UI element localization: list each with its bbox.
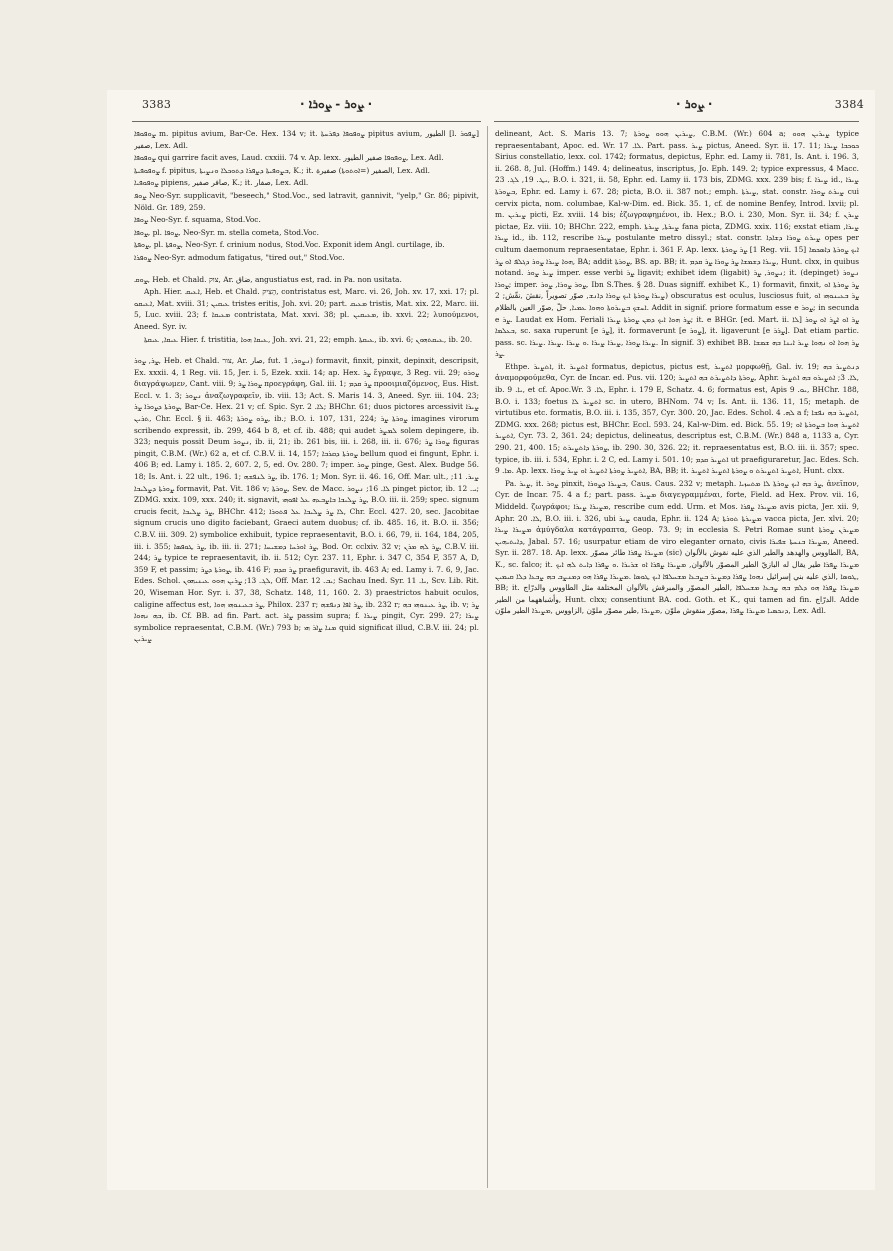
left-page-number: 3383 [142, 98, 172, 111]
entry: ܨܘܦܬܐ, pl. ܨܘܦܬܐ, Neo-Syr. f. crinium nodus, Stod.Voc. Exponit idem Angl. curtilage, ib. [134, 240, 445, 250]
header-rule-right [494, 121, 859, 122]
entry-gap [134, 264, 479, 274]
right-running-headword: · ܨܘܪ · [676, 97, 713, 111]
entry: ܥܝܩܐ, ܥܝܩܬܐ Hier. f. tristitia, ܥܝܩܐ ܗܘܐ, Joh. xvi. 21, 22; emph. ܥܝܩܬܐ, ib. xvi. 6; ܥܝܩܬܗܘܢ, ib. 20. [144, 334, 473, 344]
entry: ܨܘܦܪܐ Neo-Syr. admodum fatigatus, "tired out," Stod.Voc. [134, 252, 345, 262]
running-header [118, 98, 870, 114]
entry: Aph. Hier. ܐܥܝܩ, Heb. et Chald. הֵצִיק, contristatus est, Marc. vi. 26, Joh. xv. 17, xxi. 17; pl. ܐܥܝܩܘ, Mat. xviii. 31; ܥܝܩܝܢ tristes eritis, Joh. xvi. 20; part. ܡܥܝܩ tristis, Mat. xix. 22, Marc. iii. 5, Luc. xviii. 23; f. ܡܥܝܩܐ contristata, Mat. xxvi. 38; pl. ܡܥܝܩܝܢ, ib. xxvi. 22; λυπούμενοι, Aneed. Syr. iv. [134, 287, 479, 331]
entry: ܨܘܩ, Heb. et Chald. צוק, Ar. ضاق, angustiatus est, rad. in Pa. non usitata. [134, 274, 402, 284]
entry: ܨܘܦܐ Neo-Syr. f. squama, Stod.Voc. [134, 215, 261, 225]
left-running-headword: · ܨܘܪ - ܨܘܪܐ · [300, 97, 373, 111]
entry: Ethpe. ܐܬܨܝܪ, it. ܐܬܨܝܪ formatus, depictus, pictus est, ܐܬܨܝܪ μορφωθῇ, Gal. iv. 19; ܕܢܬܨܝܪ ܒܗ ἀναμορφούμεθα, Cyr. de Incar. ed. Pus. vii. 120; ܨܘܪܬܐ ܕܐܬܨܝܪܬ ܒܗ ܐܬܨܝܪ, Aphr. ܠܐ. 3; ܐܬܨܝܪܘ ܒܗ ܐܬܨܝܪ, ib. ܝܐ. 9, et cf. Apoc.Wr. ܠܐ. 3, Ephr. i. 179 E, Schatz. 4. 6; formatus est, Apis ܝܘ. 9, BHChr. 188, B.O. i. 133; foetus ܐܬܨܝܪ ܠܐ sc. in utero, BHNom. 74 v; Is. Ant. ii. 136. 11, 15; metaph. de virtutibus etc. formatis, B.O. iii. i. 135, 357, Cyr. 300. 20, Jac. Edes. Schol. ܠܗ. 4 a f; ܐܬܨܝܪ ܒܗ ܢܦܫܐ, ZDMG. xxx. 268; pictus est, BHChr. Eccl. 593. 24, Kal-w-Dim. ed. Bick. 55. 19; ܐܬܨܝܪ ܗܘܐ ܒܨܘܪܬܐ ܐܘ ܐܬܨܝܪ, Cyr. 73. 2, 361. 24; depictus, delineatus, descriptus est, C.B.M. (Wr.) 848 a, 1133 a, Cyr. 290. 21, 400. 15; ܨܘܪܬܐ ܕܐܬܨܝܪܬ, ib. 290. 30, 326. 22; it. repraesentatus est, B.O. iii. ii. 357; spec. typice, ib. iii. i. 534, Ephr. i. 2 C, ed. Lamy i. 501. 10; ܐܬܨܝܪ ܩܕܡ ut praefiguraretur, Jac. Edes. Sch. ܡܐ. 9. Ap. lexx. ܐܬܨܝܪ ܨܘܪܬܐ ܐܬܨܝܪ ܐܘ ܨܝܪ ܨܘܪܐ, BA, BB; it. ܐܬܨܝܪ ܐܬܨܝܪܬ ܘ ܨܘܪܬܐ ܐܬܨܝܪ ܐܬܨܝܪ, Hunt. clxx. [495, 361, 859, 476]
entry: ܨܘܦܘܦܐ m. pipitus avium, Bar-Ce. Hex. 134 v; it. ܨܘܦܘܦܐ ܕܦܪܚܬܐ pipitus avium, الطيور [l. ܨܦܘܪ] صفير, Lex. Adl. [134, 129, 479, 150]
header-rule-left [132, 121, 481, 122]
entry: ܨܘܦܘܦܝܐ pipiens, صافر صفير, K.; it. صفار, Lex. Adl. [134, 178, 309, 188]
entry: ܨܪ, ܨܘܪ, Heb. et Chald. צור, Ar. صار, fut. ܢܨܘܪ, 1) formavit, finxit, pinxit, depinxit, descripsit, Ex. xxxii. 4, 1 Reg. vii. 15, Jer. i. 5, Ezek. xxii. 14; ap. Hex. ܨܪ ἔγραψε, 3 Reg. vii. 29; ܨܘܪܘ διαγράψωμεν, Cant. viii. 9; ܨܘܪܐ ܨܪ προεγράφη, Gal. iii. 1; ܨܪ ܩܕܡ προοιμιαζόμενος, Eus. Hist. Eccl. v. 1. 3; ܢܨܘܪ ἀναζωγραφεῖν, ib. viii. 13; Act. S. Maris 14. 3, Aneed. Syr. iii. 104. 23; ܨܘܪܬܐ ܕܨܘܪܐ ܨܪ, Bar-Ce. Hex. 21 v; cf. Spic. Syr. ܠܐ. 2; BHChr. 61; duos pictores arcessivit ܨܝܪܐ ܬܪܝܢ, Chr. Eccl. § ii. 463; ܨܪܘ ܨܘܪܬܐ, ib.; B.O. i. 107, 131, 224; ܨܘܪܬܐ ܨܪ imagines virorum scribendo expressit, ib. 299, 464 b 8, et cf. ib. 488; qui audet ܠܡܨܪ solem depingere, ib. 323; nequis possit Deum ܢܨܘܪ, ib. ii, 21; ib. 261 bis, iii. i. 268, iii. ii. 676; ܨܘܪܐ ܨܪ figuras pingit, C.B.M. (Wr.) 62 a, et cf. C.B.V. ii. 14, 157; ܨܘܪܬܐ ܕܩܪܒܐ bellum quod ei fingunt, Ephr. i. 406 B; ed. Lamy i. 185. 2, 607. 2, 5, ed. Ov. 280. 7; imper. ܨܘܪ pinge, Gest. Alex. Budge 56. 18; Is. Ant. i. 22 ult., 196. 1; ܨܪ ܠܢܦܫܗ, ib. 176. 1; Mon. Syr. ii. 46. 16, Off. Mar. ult., ܨܝܪ. 11; ܨܘܪܬܐ ܕܨܠܝܒܐ formavit, Pat. Vit. 186 v; ܨܘܪܬܐ, Sev. de Macc. ܠܐ. 16; ܢܨܘܪ pinget pictor, ib. ܝ. 12; ZDMG. xxix. 109, xxx. 240; it. signavit, ܨܪ ܨܠܝܒܐ ܒܐܨܒܥܗ ܥܠ ܐܦܘܗܝ, B.O. iii. ii. 259; spec. signum crucis fecit, ܨܪ ܨܠܝܒܐ, BHChr. 412; ܠܐ ܨܪ ܨܠܝܒܐ ܥܠ ܦܬܘܪܐ, Chr. Eccl. 427. 20, sec. Jacobitae signum crucis uno digito faciebant, Graeci autem duobus; cf. ib. 485. 16, it. B.O. ii. 356; C.B.V. iii. 309. 2) symbolice exhibuit, typice repraesentavit, B.O. i. 66, 79, ii. 164, 184, 205, iii. i. 355; ܨܪ ܛܘܦܣܐ, ib. iii. ii. 271; ܨܪ ܐܘܪܚܐ ܕܡܫܝܚܐ, Bod. Or. cclxiv. 32 v; ܨܪ ܠܗ ܡܪܢ, C.B.V. iii. 244; ܨܪ typice te repraesentavit, ib. ii. 512; Cyr. 237. 11, Ephr. i. 347 C, 354 F, 357 A, D, 359 F, et passim; ܨܘܪܬܐ ܕܨܪ, ib. 416 F; ܨܪ ܩܕܡ praefiguravit, ib. 463 A; ed. Lamy i. 7. 6, 9, Jac. Edes. Schol. ܠܓ. 13; ܨܪܝܢ ܗܘܘ ܥܝܢܝܗܘܢ, Off. Mar. ܝܒ. 12; Sachau Ined. Syr. ܝܐ. 11, Scv. Lib. Rit. 20, Wiseman Hor. Syr. i. 37, 38, Schatz. 148, 11, 160. 2. 3) praestrictos habuit oculos, caligine affectus est, ܨܪ ܒܥܝܢܘܗܝ ܗܘܐ, Philox. 237 r; ܨܪ ܐܦܐ ܕܢܦܫܗ, ib. 232 r; ܨܪ ܥܝܢܘܗܝ ܒܗ, ib. v; ܨܪ ܒܗ ܢܗܘܐ, ib. Cf. BB. ad fin. Part. act. ܨܐܪ passim supra; f. ܨܝܪܐ pingit, Cyr. 299. 27; ܨܝܪܐ symbolice repraesentat, C.B.M. (Wr.) 793 b; ܡܢܐ ܨܐܪ ܗܝ quid significat illud, C.B.V. iii. 24; pl. ܨܝܪܝܢ [134, 356, 479, 644]
entry: Pa. ܨܝܪ, it. ܨܘܪ pinxit, ܒܨܝܪܐ ܕܨܘܪܐ, Caus. Caus. 232 v; metaph. ܨܪ ܒܗ ܐܝܟ ܨܘܪܬܐ ܠܐ ܡܬܚܙܝܐ, ἀνεῖπον, Cyr. de Incar. 75. 4 a f.; part. pass. ܡܨܝܪ διαγεγραμμέναι, forte, Field. ad Hex. Prov. vii. 16, Middeld. ζωγράφοι; ܡܨܝܪܐ ܨܝܪܐ, rescribe cum edd. Urm. et Mos. ܡܨܝܪܐ ܨܦܪܐ avis picta, Jer. xii. 9, Aphr. ܠܐ. 20, B.O. iii. i. 326, ubi ܨܝܪ cauda, Ephr. ii. 124 A; ܡܨܝܪܬܐ ܬܘܪܬܐ vacca picta, Jer. xlvi. 20; ܡܨܝܪܐ ܨܝܪܐ ἀμύγδαλα κατάγραπτα, Geop. 73. 9; in ecclesia S. Petri Romae sunt ܡܨܝܪܢ ܨܘܪܬܐ ܕܐܝܬܝܗܝܢ, Jabal. 57. 16; usurpatur etiam de viro eleganter ornato, civis ܡܨܝܪܐ ܒܢܚܬܐ ܫܦܝܪܐ, Aneed. Syr. ii. 287. 18. Ap. lexx. ܡܨܝܪܐ ܨܦܪܐ طائر مصوّر (sic) الطاووس والهدهد والطير الذي عليه نقوش بالألوان, BA, K., sc. falco; it. ܡܨܝܪܐ ܨܦܪܐ طير يقال له البازيّ الطير المصوّر بالألوان, ܡܨܝܪܐ ܨܦܪܐ ܐܘ ܫܪܝܪܐ .ܘ ܨܦܪܐ ܕܐܝܬ ܠܗ ܐܝܟ ܛܘܣܐ ,الذي عليه بني إسرائيل ܢܗܘܐ ܨܦܪܐ ܕܡܨܝܪ ܒܨܒܥܐ ܡܫܚܠܦܐ ܐܝܟ ܛܘܣܐ .ܡܨܝܪܐ ܨܦܪܐ ܗܘ ܕܡܢܨܒ ܒܗ ܨܒܥܐ ܕܠܐ ܩܝܡܝܢ, BB; it. ܡܨܝܪܐ ܨܦܪܐ ܗܘ ܕܠܡ ܒܗ ܨܒܥܐ ܡܫܚܠܦܐ ,الطير المصوّر والمبرقش بالألوان المختلفة مثل الطاووس والدرّاج وأشباههما من الطير, Hunt. clxx; consentiunt BA. cod. Goth. et K., qui tamen ad fin. الدرّاج. Adde ܕܢܟܣܝܐ ܡܨܝܪܐ ܨܦܪܐ ,مصوّر منقوش ملوّن ,ܡܨܝܪܐ ,طير مصوّر ملوّن ,الزاووس ,ܡܨܝܪܐ الطير ملوّن, Lex. Adl. [495, 478, 859, 616]
left-column [134, 128, 479, 1188]
entry: ܨܘܦܘܦܝܬܐ f. pipitus, ܒܨܘܦܝܬܐ ܕܨܦܪܐ ܕܬܘܟܠܐ ܘܢܨܝܬܐ, K.; it. الصفير (=ܐܘܬܘܬܐ) صفيرة, Lex. Adl. [134, 165, 430, 175]
entry: ܨܘܦܘܦܐ qui garrire facit aves, Laud. cxxiii. 74 v. Ap. lexx. ܨܘܦܘܦܐ صفير الطيور, Lex. Adl. [134, 153, 444, 163]
column-divider [487, 126, 488, 1188]
right-page-number: 3384 [834, 98, 864, 111]
entry-gap [134, 345, 479, 355]
entry: ܨܘܦܐ, pl. ܨܘܦܐ, Neo-Syr. m. stella cometa, Stod.Voc. [134, 227, 319, 237]
entry: ܨܘܦ Neo-Syr. supplicavit, "beseech," Stod.Voc., sed latravit, gannivit, "yelp," Gr. 86; pipivit, Nöld. Gr. 189, 259. [134, 190, 479, 212]
right-column [495, 128, 859, 1188]
entry: delineant, Act. S. Maris 13. 7; ܨܝܪܝܢ ܗܘܘ ܨܘܪܬܐ, C.B.M. (Wr.) 604 a; ܨܝܪܝܢ ܗܘܘ typice repraesentabant, Apoc. ed. Wr. ܠܐ. 17. Part. pass. ܨܝܪ pictus, Aneed. Syr. ii. 17. 11; ܟܘܟܒܐ ܨܝܪܐ Sirius constellatio, lexx. col. 1742; formatus, depictus, Ephr. ed. Lamy ii. 781, Is. Ant. i. 196. 3, ii. 268. 8, Jul. (Hoffm.) 149. 4; delineatus, inscriptus, Jo. Eph. 149. 2; typice expressus, 4 Macc. ܝܛ. 19, ܠܓ. 23, B.O. i. 321, ii. 58, Ephr. ed. Lamy ii. 173 bis, ZDMG. xxx. 239 bis; f. ܨܝܪܐ id., ܨܝܪܐ ܒܨܘܪܬܐ, Ephr. ed. Lamy i. 67. 28; picta, B.O. ii. 387 not.; emph. ܨܝܪܬܐ, stat. constr. ܨܝܪܬ ܨܘܪܐ cui cervix picta, nom. columbae, Kal-w-Dim. ed. Bick. 35. 1, cf. de nomine Benfey, Introd. lxvii; pl. m. ܨܝܪܝܢ picti, Ez. xviii. 14 bis; ἐζωγραφημένοι, ib. Hex.; B.O. i. 230, Mon. Syr. ii. 34; f. ܨܝܪܢ pictae, Ez. viii. 10; BHChr. 222, emph. ܨܝܪܬܐ, ܨܝܪܬܐ fana picta, ZDMG. xxix. 116; exstat etiam ܨܝܪܐ, ܨܝܪܐ id., ib. 112, rescribe ܨܝܪܐ postulante metro dissyl.; stat. constr. ܨܝܪܬ ܨܘܪܐ ܕܫܐܕܐ opes per cultum daemonum repraesentatae, Ephr. i. 361 F. Ap. lexx. ܨܪ ܨܘܪܬܐ [1 Reg. vii. 15] ܐܝܟ ܨܘܪܬܐ ܕܐܣܟܡܐ ܗܘܐ ܨܝܪܐ ܨܘܪ ܕܓܠܦ ܐܘ ܨܪ, BA; addit ܨܘܪܬܐ, BS. ap. BB; it. ܨܝܪܐ ܕܫܡܫܐ ܨܪ ܨܘܪܐ ܨܪ ܩܕܡ, Hunt. clxx, in quibus notand. ܨܝܪ ܨܘܪ imper. esse verbi ܨܪ ligavit; exhibet idem (ligabit) ܢܨܘܪ, ܨܪ; it. (depinget) ܢܨܘܪ ܨܘܪܐ; imper. ܨܘܪ ܨܘܪܐ, ܨܘܪ, Ibn S.Thes. § 28. Duas signiff. exhibet K., 1) formavit, finxit, ܨܪ ܨܘܪܬܐ ܐܘ ܨܝܪܐ ܨܘܪܬܐ ܐܝܟ ܨܘܪܐ ܕܐܢܫ, صوّر تصويراً ,نقشَ ,نقّش; 2) obscuratus est oculus, lusciosus fuit, ܨܪ ܒܥܝܢܘܗܝ ܐܘ ܐܚܫܟ ܒܨܝܪܘܬܐ ܘܗܘܐ ܥܡܝܐ, حلّ ,صوّر العين بالظلام. Addit in signif. priore formatum esse e ܨܘܪ; in secunda e ܨܪ. Laudat ex Hom. Feriali ܨܪ ܗܘܐ ܐܝܟ ܕܡܢ ܨܘܪܬܐ ܨܝܪܐ; it. e BHGr. [ed. Mart. ii. ܠܐ] ܨܪ ܐܘ ܐܨܪ ܐܘ ܨܘܪ ܒܥܠܡܐ, sc. saxa ruperunt [e ܨܪ], it. formaverunt [e ܨܘܪ], it. ligaverunt [e ܨܪܪ]. Dat etiam partic. pass. sc. ܨܝܪܐ ܨܘܪܐ ,ܨܝܪܐ ܨܝܪܐ .ܘ ܨܝܪܐ .ܨܝܪܐ .ܨܝܪܐ. In signif. 3) exhibet BB. ܨܪ ܗܘܐ ܐܘ ܢܗܘܐ ܨܝܪ ܐܝܢܐ ܒܗ ܫܡܫܐ ܨܪ. [495, 129, 859, 359]
